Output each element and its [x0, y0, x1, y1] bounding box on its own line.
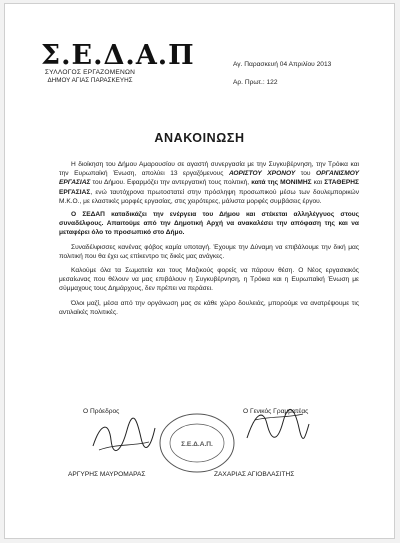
document-date: Αγ. Παρασκευή 04 Απριλίου 2013 — [233, 61, 332, 68]
p1-emph-monimis: κατά της ΜΟΝΙΜΗΣ — [251, 179, 312, 187]
union-stamp — [157, 411, 237, 475]
logo-municipality: ΔΗΜΟΥ ΑΓΙΑΣ ΠΑΡΑΣΚΕΥΗΣ — [47, 77, 133, 84]
paragraph-3: Συναδέλφισσες κανένας φόβος καμία υποταγή. Έχουμε την Δύναμη να επιβάλουμε την δική μας πολιτική που θα έχει ως επίκεντρο τις δικές μας ανάγκες. — [59, 243, 359, 260]
logo-mark: Σ.Ε.Δ.Α.Π — [41, 40, 195, 71]
union-logo — [41, 40, 195, 85]
paragraph-2: Ο ΣΕΔΑΠ καταδικάζει την ενέργεια του Δήμου και στέκεται αλληλέγγυος στους συναδέλφους. Απαιτούμε από την Δημοτική Αρχή να ανακαλέσει την απόφαση της και να μεταφέρει όλο το προσωπικό στο Δήμο. — [59, 211, 359, 237]
announcement-body — [59, 160, 359, 322]
secretary-role: Ο Γενικός Γραμματέας — [243, 408, 309, 415]
p1-text-d: και — [311, 179, 325, 187]
secretary-signature — [241, 404, 311, 448]
document-title: ΑΝΑΚΟΙΝΩΣΗ — [154, 131, 245, 145]
president-name: ΑΡΓΥΡΗΣ ΜΑΥΡΟΜΑΡΑΣ — [68, 471, 146, 478]
president-role: Ο Πρόεδρος — [83, 408, 120, 415]
p1-text-b: του — [295, 170, 317, 178]
p1-emph-organismou: ΟΡΓΑΝΙΣΜΟΥ ΕΡΓΑΣΙΑΣ — [59, 170, 360, 187]
stamp-label: Σ.Ε.Δ.Α.Π. — [181, 441, 213, 448]
p1-text-e: , ενώ ταυτόχρονα πρωτοστατεί στην πρόσληψη προσωπικού μέσω των δουλεμπορικών Μ.Κ.Ο., με ελαστικές μορφές εργασίας, στις χειρότερες, μάλιστα μορφές συμβάσεις έργου. — [59, 188, 359, 205]
logo-union-name: ΣΥΛΛΟΓΟΣ ΕΡΓΑΖΟΜΕΝΩΝ — [44, 69, 136, 76]
protocol-number: Αρ. Πρωτ.: 122 — [233, 79, 278, 86]
document-page — [4, 3, 395, 539]
paragraph-5: Όλοι μαζί, μέσα από την οργάνωση μας σε κάθε χώρο δουλειάς, μπορούμε να ανατρέψουμε τις αντιλαϊκές πολιτικές. — [59, 299, 359, 316]
secretary-name: ΖΑΧΑΡΙΑΣ ΑΓΙΟΒΛΑΣΙΤΗΣ — [214, 471, 295, 478]
paragraph-1 — [59, 160, 359, 206]
p1-text-c: του Δήμου. Εφαρμόζει την αντεργατική τους πολιτική, — [90, 179, 252, 187]
president-signature — [89, 416, 159, 456]
p1-text-a: Η διοίκηση του Δήμου Αμαρουσίου σε αγαστή συνεργασία με την Συγκυβέρνηση, την Τρόικα και την Ευρωπαϊκή Ένωση, απολύει 13 εργαζόμενους — [59, 161, 359, 178]
p1-emph-statheris: ΣΤΑΘΕΡΗΣ ΕΡΓΑΣΙΑΣ — [59, 179, 359, 196]
paragraph-4: Καλούμε όλα τα Σωματεία και τους Μαζικούς φορείς να πάρουν θέση. Ο Νέος εργασιακός μεσαίωνας που θέλουν να μας επιβάλουν η Συγκυβέρνηση, η Τρόικα και η Ευρωπαϊκή Ένωση με σύμμαχους τους Δημάρχους, δεν πρέπει να περάσει. — [59, 267, 359, 293]
p1-emph-aoristou: ΑΟΡΙΣΤΟΥ ΧΡΟΝΟΥ — [228, 170, 296, 178]
